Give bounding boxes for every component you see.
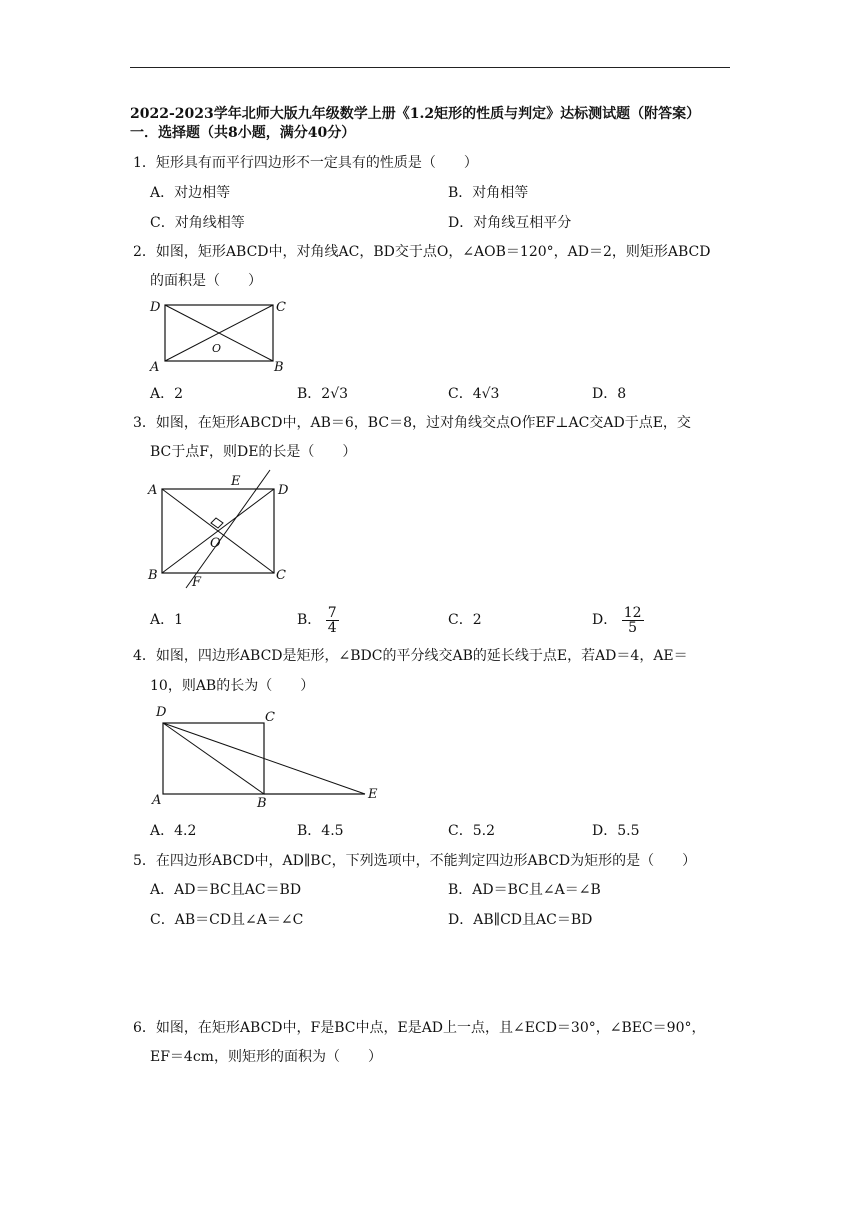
q2-label-a: A [150,360,160,375]
q2-option-d: D．8 [592,386,627,402]
q5-option-b: B．AD＝BC且∠A＝∠B [448,882,601,898]
q4-option-d: D．5.5 [592,823,640,839]
q3-option-d-letter: D． [592,612,618,628]
q4-label-a: A [152,793,162,808]
question-4-text-line2: 10，则AB的长为（ ） [150,678,315,694]
q3-option-d-numerator: 12 [623,604,642,621]
q1-option-a: A．对边相等 [150,185,231,201]
q4-label-d: D [156,705,167,720]
q4-rectangle-figure [140,700,390,812]
q3-rectangle-figure [140,468,300,593]
q3-label-e: E [231,474,241,489]
q3-option-d-fraction [622,606,644,635]
question-2-text-line2: 的面积是（ ） [150,273,262,289]
q3-line-ef [186,470,270,588]
question-6-text-line1: 6．如图，在矩形ABCD中，F是BC中点，E是AD上一点，且∠ECD＝30°，∠BEC＝90°， [133,1020,706,1036]
question-1-text: 1．矩形具有而平行四边形不一定具有的性质是（ ） [133,155,478,171]
question-2-text-line1: 2．如图，矩形ABCD中，对角线AC，BD交于点O，∠AOB＝120°，AD＝2，则矩形ABCD [133,244,711,260]
question-3-text-line2: BC于点F，则DE的长是（ ） [150,444,357,460]
q3-option-b [297,600,339,640]
q5-option-c: C．AB＝CD且∠A＝∠C [150,912,304,928]
question-3-text-line1: 3．如图，在矩形ABCD中，AB＝6，BC＝8，过对角线交点O作EF⊥AC交AD于点E，交 [133,415,691,431]
q3-option-b-denominator: 4 [327,619,337,636]
document-title: 2022-2023学年北师大版九年级数学上册《1.2矩形的性质与判定》达标测试题（附答案） [130,106,701,122]
q4-option-b: B．4.5 [297,823,344,839]
q2-option-b: B．2√3 [297,386,349,402]
q3-label-o: O [210,536,221,551]
q3-option-b-letter: B． [297,612,322,628]
q2-label-d: D [150,300,161,315]
section-heading: 一．选择题（共8小题，满分40分） [130,125,356,141]
q3-label-d: D [278,483,289,498]
q4-label-c: C [265,710,275,725]
q4-line-db [163,723,264,794]
question-5-text: 5．在四边形ABCD中，AD∥BC，下列选项中，不能判定四边形ABCD为矩形的是（ ） [133,853,697,869]
q5-option-a: A．AD＝BC且AC＝BD [150,882,302,898]
question-6-text-line2: EF＝4cm，则矩形的面积为（ ） [150,1049,382,1065]
q2-label-c: C [276,300,286,315]
header-rule [130,67,730,68]
q2-rectangle-figure [140,295,300,380]
q1-option-d: D．对角线互相平分 [448,215,572,231]
q4-label-e: E [368,787,378,802]
question-4-text-line1: 4．如图，四边形ABCD是矩形，∠BDC的平分线交AB的延长线于点E，若AD＝4，AE＝ [133,648,688,664]
q3-label-f: F [192,575,202,590]
q3-option-b-fraction [326,606,339,635]
q3-option-d [592,600,644,640]
q3-label-c: C [276,568,286,583]
q3-option-c: C．2 [448,612,482,628]
q3-option-a: A．1 [150,612,184,628]
q2-option-a: A．2 [150,386,184,402]
q2-label-b: B [274,360,284,375]
q3-label-b: B [148,568,158,583]
q1-option-c: C．对角线相等 [150,215,245,231]
q3-option-b-numerator: 7 [327,604,337,621]
q4-option-c: C．5.2 [448,823,495,839]
q4-option-a: A．4.2 [150,823,197,839]
q1-option-b: B．对角相等 [448,185,529,201]
q2-label-o: O [212,342,222,355]
q3-option-d-denominator: 5 [628,619,638,636]
q2-option-c: C．4√3 [448,386,500,402]
q3-label-a: A [148,483,158,498]
q4-label-b: B [257,796,267,811]
q5-option-d: D．AB∥CD且AC＝BD [448,912,593,928]
